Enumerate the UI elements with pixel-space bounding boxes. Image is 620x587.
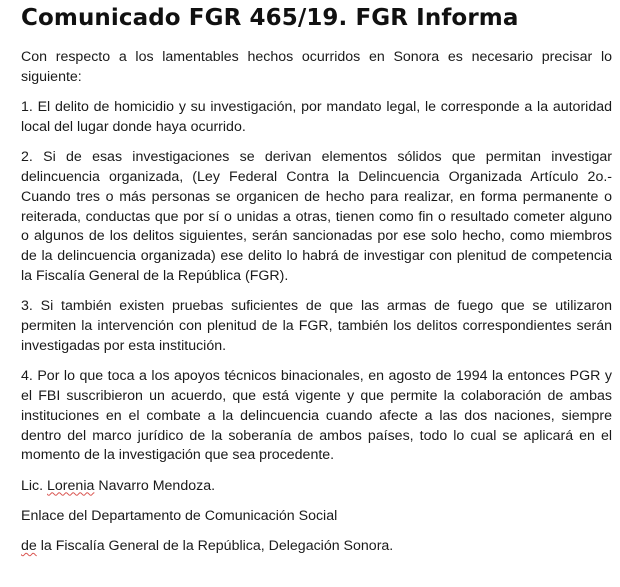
signature-role: Enlace del Departamento de Comunicación Social [21, 507, 338, 524]
signature-first-name: Lorenia [47, 477, 95, 494]
signature-prefix: Lic. [21, 477, 48, 494]
paragraph-4: 4. Por lo que toca a los apoyos técnicos binacionales, en agosto de 1994 la entonces PGR y el FBI suscribieron un acuerdo, que está vigente y que permite la colaboración de ambas instituciones en el combate a la delincuencia cuando afecte a las dos naciones, siempre dentro del marco jurídico de la soberanía de ambos países, todo lo cual se aplicará en el momento de la investigación que sea procedente. [21, 368, 612, 464]
document-title: Comunicado FGR 465/19. FGR Informa [21, 5, 519, 31]
intro-paragraph: Con respecto a los lamentables hechos ocurridos en Sonora es necesario precisar lo siguiente: [21, 49, 612, 85]
signature-organization [21, 537, 612, 557]
paragraph-1: 1. El delito de homicidio y su investigación, por mandato legal, le corresponde a la autoridad local del lugar donde haya ocurrido. [21, 99, 612, 135]
paragraph-2: 2. Si de esas investigaciones se derivan elementos sólidos que permitan investigar delincuencia organizada, (Ley Federal Contra la Delincuencia Organizada Artículo 2o.- Cuando tres o más personas se organicen de hecho para realizar, en forma permanente o reiterada, conductas que por sí o unidas a otras, tienen como fin o resultado cometer alguno o algunos de los delitos siguientes, serán sancionadas por ese solo hecho, como miembros de la delincuencia organizada) ese delito lo habrá de investigar con plenitud de competencia la Fiscalía General de la República (FGR). [21, 149, 612, 284]
signature-name [21, 477, 612, 497]
signature-org-rest: la Fiscalía General de la República, Delegación Sonora. [36, 538, 394, 555]
paragraph-3: 3. Si también existen pruebas suficientes de que las armas de fuego que se utilizaron permiten la intervención con plenitud de la FGR, también los delitos correspondientes serán investigadas por esta institución. [21, 298, 612, 354]
signature-surname: Navarro Mendoza. [94, 477, 216, 494]
signature-org-prefix: de [21, 538, 37, 555]
